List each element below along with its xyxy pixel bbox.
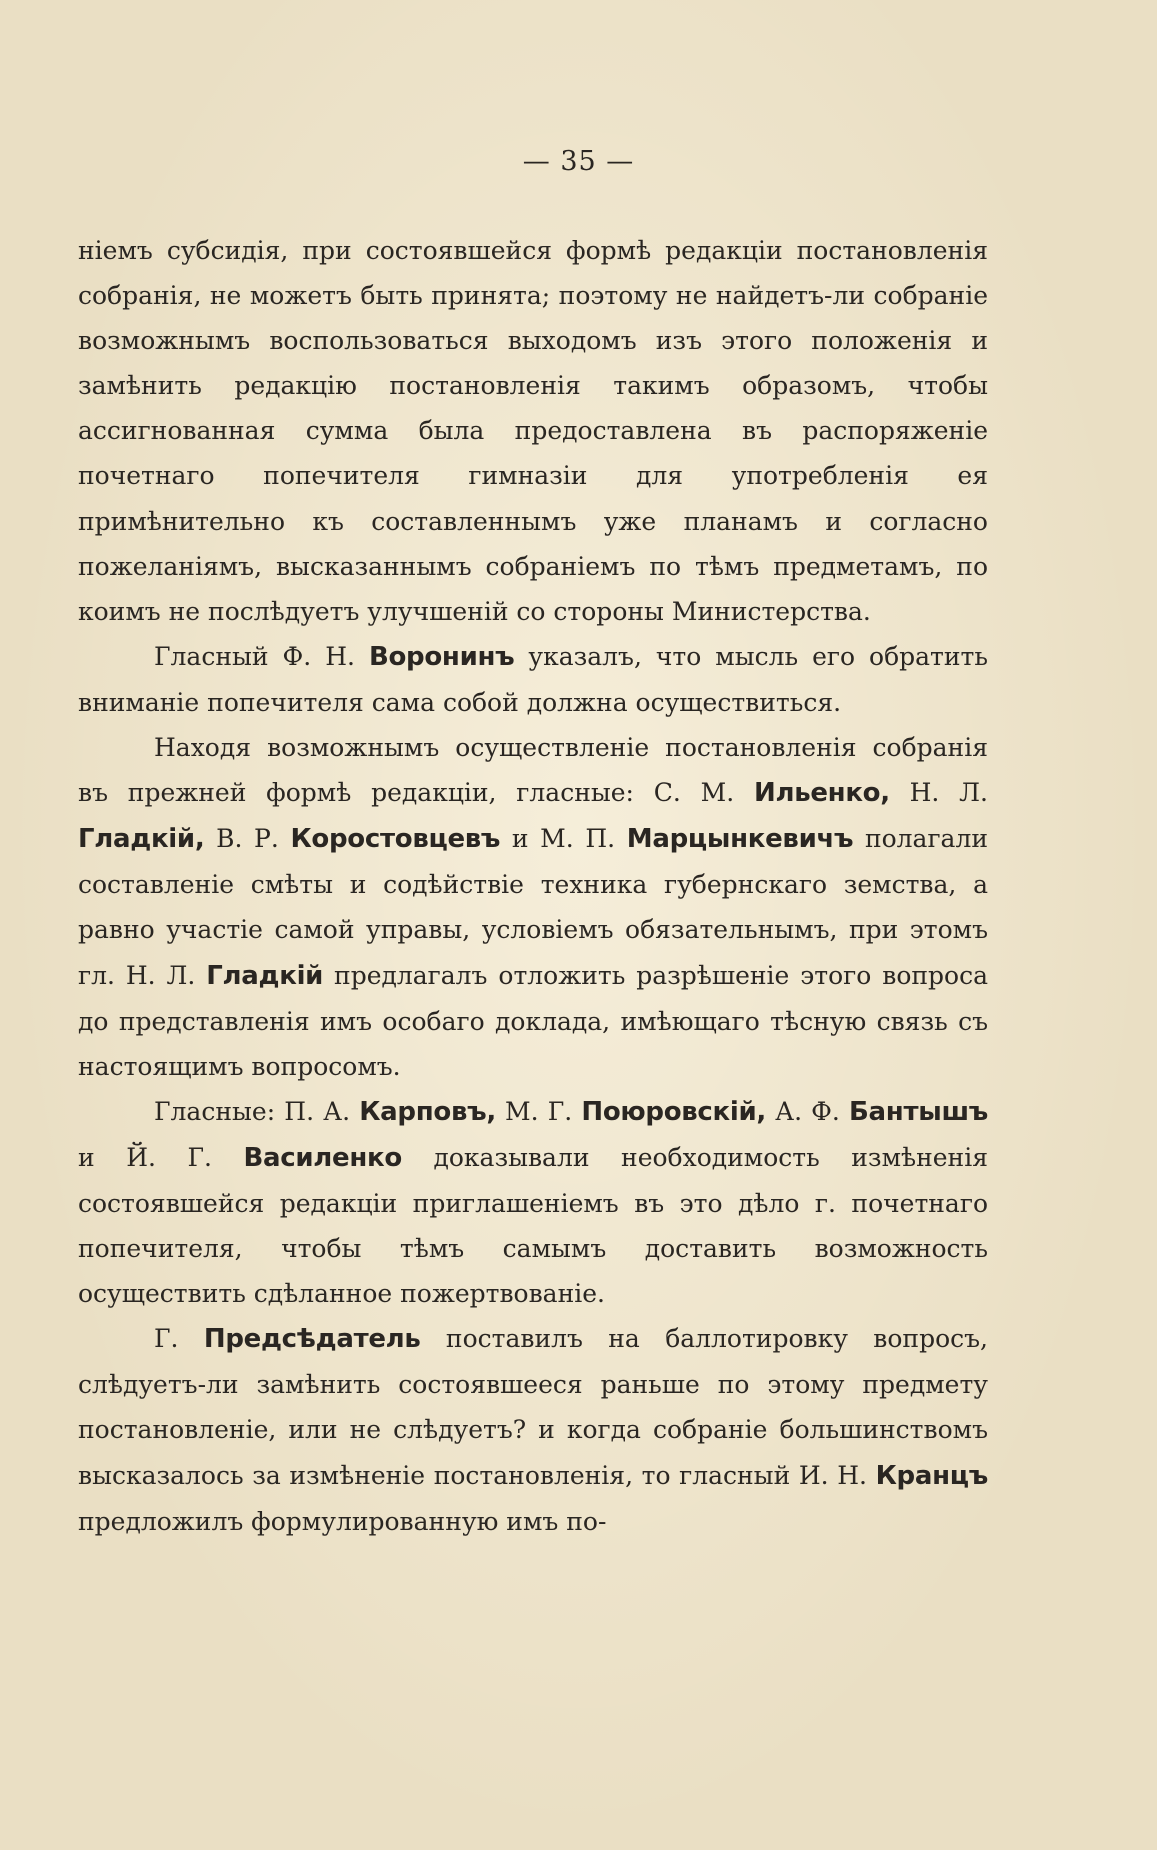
- text-run: М. Г.: [495, 1096, 582, 1126]
- text-run: доказывали необходимость измѣненія состоявшейся редакціи приглашеніемъ въ это дѣло г. почетнаго попечителя, чтобы тѣмъ самымъ доставить возможность осуществить сдѣланное пожертвованіе.: [78, 1142, 988, 1309]
- bold-name: Бантышъ: [849, 1096, 988, 1127]
- bold-name: Кранцъ: [875, 1460, 988, 1491]
- text-run: В. Р.: [204, 824, 291, 854]
- bold-name: Василенко: [243, 1142, 402, 1173]
- paragraph: [78, 1316, 988, 1543]
- paragraph: [78, 634, 988, 725]
- text-run: и М. П.: [500, 824, 627, 854]
- bold-name: Поюровскій,: [581, 1096, 766, 1127]
- bold-name: Марцынкевичъ: [626, 824, 854, 855]
- text-run: поставилъ на баллотировку вопросъ, слѣдуетъ-ли замѣнить состоявшееся раньше по этому предмету постановленіе, или не слѣдуетъ? и когда собраніе большинствомъ высказалось за измѣненіе постановленія, то гласный И. Н.: [78, 1324, 988, 1490]
- bold-name: Гладкій: [206, 960, 324, 991]
- bold-name: Гладкій,: [78, 824, 205, 855]
- bold-name: Воронинъ: [368, 641, 515, 672]
- bold-name: Предсѣдатель: [203, 1324, 421, 1355]
- paragraph: [78, 228, 988, 634]
- bold-name: Ильенко,: [754, 778, 890, 809]
- text-run: полагали составленіе смѣты и содѣйствіе техника губернскаго земства, а равно участіе самой управы, условіемъ обязательнымъ, при этомъ гл. Н. Л.: [78, 824, 988, 990]
- text-run: Гласный Ф. Н.: [154, 641, 369, 671]
- bold-name: Карповъ,: [359, 1096, 496, 1127]
- text-run: указалъ, что мысль его обратить вниманіе попечителя сама собой должна осуществиться.: [78, 641, 988, 717]
- text-run: Гласные: П. А.: [154, 1096, 360, 1126]
- text-run: Находя возможнымъ осуществленіе постановленія собранія въ прежней формѣ редакціи, гласные: С. М.: [78, 733, 988, 808]
- text-run: Г.: [154, 1324, 204, 1354]
- text-run: ніемъ субсидія, при состоявшейся формѣ редакціи постановленія собранія, не можетъ быть принята; поэтому не найдетъ-ли собраніе возможнымъ воспользоваться выходомъ изъ этого положенія и замѣнить редакцію постановленія такимъ образомъ, чтобы ассигнованная сумма была предоставлена въ распоряженіе почетнаго попечителя гимназіи для употребленія ея примѣнительно къ составленнымъ уже планамъ и согласно пожеланіямъ, высказаннымъ собраніемъ по тѣмъ предметамъ, по коимъ не послѣдуетъ улучшеній со стороны Министерства.: [78, 236, 988, 626]
- text-run: предлагалъ отложить разрѣшеніе этого вопроса до представленія имъ особаго доклада, имѣющаго тѣсную связь съ настоящимъ вопросомъ.: [78, 960, 988, 1081]
- text-run: Н. Л.: [889, 778, 988, 808]
- paragraph: [78, 725, 988, 1089]
- paragraph: [78, 1089, 988, 1316]
- bold-name: Коростовцевъ: [290, 824, 501, 855]
- body-text: [78, 228, 988, 1544]
- text-run: и Й. Г.: [78, 1142, 244, 1172]
- text-run: предложилъ формулированную имъ по-: [78, 1506, 607, 1536]
- text-run: А. Ф.: [766, 1096, 850, 1126]
- page-number: — 35 —: [522, 146, 635, 177]
